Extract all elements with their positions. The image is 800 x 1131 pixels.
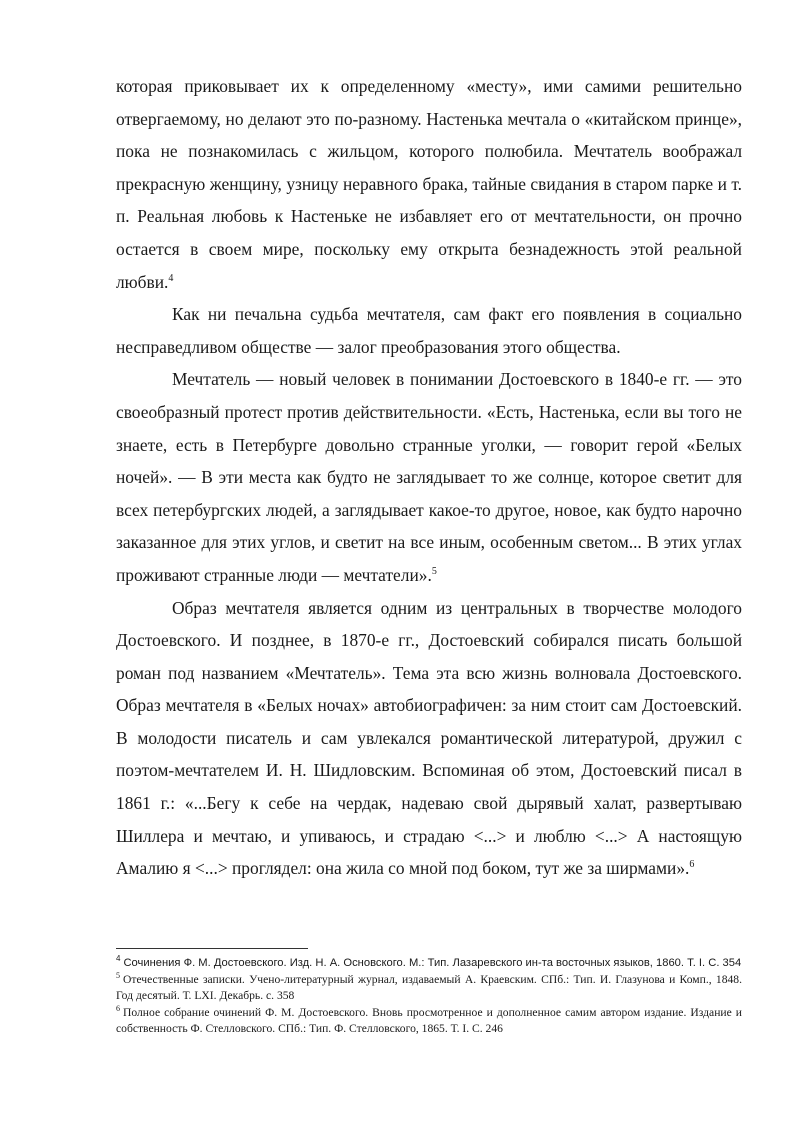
footnote-ref-5[interactable]: 5 (431, 566, 437, 578)
page-body (116, 70, 742, 885)
footnotes-section (116, 948, 742, 1038)
footnote-ref-6[interactable]: 6 (689, 859, 695, 871)
footnote-6 (116, 1005, 742, 1038)
paragraph-text: Образ мечтателя является одним из центральных в творчестве молодого Достоевского. И позднее, в 1870-е гг., Достоевский собирался писать большой роман под названием «Мечтатель». Тема эта всю жизнь волновала Достоевского. Образ мечтателя в «Белых ночах» автобиографичен: за ним стоит сам Достоевский. В молодости писатель и сам увлекался романтической литературой, дружил с поэтом-мечтателем И. Н. Шидловским. Вспоминая об этом, Достоевский писал в 1861 г.: «...Бегу к себе на чердак, надеваю свой дырявый халат, развертываю Шиллера и мечтаю, и упиваюсь, и страдаю <...> и люблю <...> А настоящую Амалию я <...> проглядел: она жила со мной под боком, тут же за ширмами». (116, 597, 742, 879)
footnote-number: 5 (116, 970, 120, 980)
paragraph-3 (116, 363, 742, 591)
footnote-ref-4[interactable]: 4 (168, 272, 174, 284)
paragraph-2 (116, 298, 742, 363)
footnote-5 (116, 972, 742, 1005)
paragraph-text: Как ни печальна судьба мечтателя, сам факт его появления в социально несправедливом обществе — залог преобразования этого общества. (116, 304, 742, 357)
paragraph-text: Мечтатель — новый человек в понимании Достоевского в 1840-е гг. — это своеобразный протест против действительности. «Есть, Настенька, если вы того не знаете, есть в Петербурге довольно странные уголки, — говорит герой «Белых ночей». — В эти места как будто не заглядывает то же солнце, которое светит для всех петербургских людей, а заглядывает какое-то другое, новое, как будто нарочно заказанное для этих углов, и светит на все иным, особенным светом... В этих углах проживают странные люди — мечтатели». (116, 369, 742, 585)
footnote-divider (116, 948, 308, 949)
paragraph-text: которая приковывает их к определенному «месту», ими самими решительно отвергаемому, но делают это по-разному. Настенька мечтала о «китайском принце», пока не познакомилась с жильцом, которого полюбила. Мечтатель воображал прекрасную женщину, узницу неравного брака, тайные свидания в старом парке и т. п. Реальная любовь к Настеньке не избавляет его от мечтательности, он прочно остается в своем мире, поскольку ему открыта безнадежность этой реальной любви. (116, 76, 742, 292)
footnote-text: Полное собрание очинений Ф. М. Достоевского. Вновь просмотренное и дополненное самим автором издание. Издание и собственность Ф. Стелловского. СПб.: Тип. Ф. Стелловского, 1865. Т. I. С. 246 (116, 1005, 742, 1036)
paragraph-1 (116, 70, 742, 298)
footnote-text: Отечественные записки. Учено-литературный журнал, издаваемый А. Краевским. СПб.: Тип. И. Глазунова и Комп., 1848. Год десятый. Т. LXI. Декабрь. с. 358 (116, 972, 742, 1003)
paragraph-4 (116, 592, 742, 885)
footnote-4 (116, 955, 742, 972)
footnote-number: 6 (116, 1003, 120, 1013)
footnote-number: 4 (116, 954, 121, 964)
footnote-text: Сочинения Ф. М. Достоевского. Изд. Н. А. Основского. М.: Тип. Лазаревского ин-та восточных языков, 1860. Т. I. С. 354 (123, 957, 742, 969)
